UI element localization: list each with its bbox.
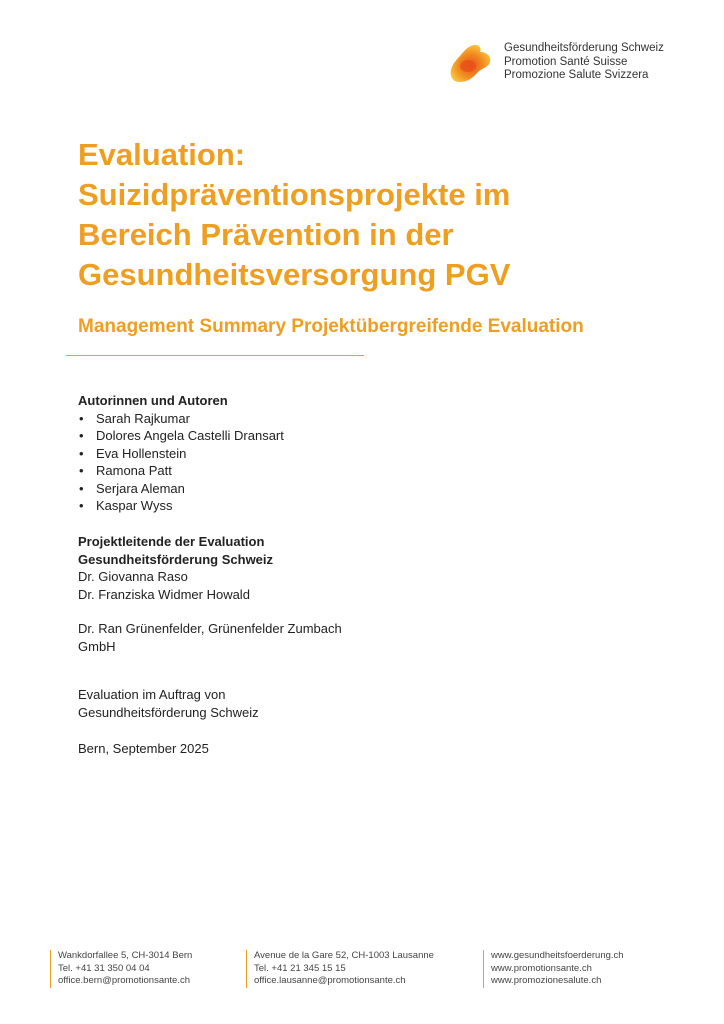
- authors-list: [78, 410, 284, 515]
- author-name: Serjara Aleman: [96, 480, 185, 496]
- author-item: [78, 427, 284, 445]
- document-title: [78, 135, 510, 295]
- author-name: Kaspar Wyss: [96, 498, 173, 513]
- title-divider: [66, 355, 364, 356]
- title-line: Bereich Prävention in der: [78, 217, 454, 252]
- footer-website-link[interactable]: www.promotionsante.ch: [491, 962, 592, 974]
- commission-line: Evaluation im Auftrag von: [78, 687, 226, 702]
- bullet-icon: •: [79, 410, 84, 426]
- bullet-icon: •: [79, 428, 84, 443]
- authors-section: [78, 392, 284, 515]
- footer-email[interactable]: office.lausanne@promotionsante.ch: [254, 975, 406, 986]
- author-item: [78, 410, 284, 428]
- bullet-icon: •: [79, 463, 84, 478]
- footer-address-lausanne: [246, 950, 434, 988]
- organization-name-de: Gesundheitsförderung Schweiz: [504, 42, 664, 54]
- footer-line: Tel. +41 31 350 04 04: [58, 962, 150, 974]
- title-line: Evaluation:: [78, 137, 246, 172]
- bullet-icon: •: [79, 445, 84, 461]
- project-leads-section: [78, 533, 273, 603]
- footer-websites: [483, 950, 624, 988]
- organization-logo-flame-icon: [446, 42, 496, 84]
- bullet-icon: •: [79, 498, 84, 513]
- author-item: [78, 462, 284, 480]
- author-name: Dolores Angela Castelli Dransart: [96, 428, 284, 443]
- consultant-line: Dr. Ran Grünenfelder, Grünenfelder Zumbach GmbH: [78, 621, 342, 654]
- title-line: Gesundheitsversorgung PGV: [78, 257, 511, 292]
- organization-name: [504, 42, 664, 83]
- footer-email[interactable]: office.bern@promotionsante.ch: [58, 975, 190, 986]
- project-lead-name: Dr. Franziska Widmer Howald: [78, 586, 250, 602]
- footer-website-link[interactable]: www.promozionesalute.ch: [491, 975, 602, 986]
- footer-line: Wankdorfallee 5, CH-3014 Bern: [58, 950, 193, 961]
- project-leads-heading: Projektleitende der Evaluation: [78, 534, 265, 549]
- project-lead-name: Dr. Giovanna Raso: [78, 569, 188, 584]
- author-name: Eva Hollenstein: [96, 445, 187, 461]
- author-item: [78, 445, 284, 463]
- bullet-icon: •: [79, 480, 84, 496]
- project-leads-organization: Gesundheitsförderung Schweiz: [78, 551, 274, 567]
- organization-name-fr: Promotion Santé Suisse: [504, 55, 628, 68]
- title-line: Suizidpräventionsprojekte im: [78, 177, 511, 212]
- author-item: [78, 497, 284, 515]
- commission-organization: Gesundheitsförderung Schweiz: [78, 704, 259, 720]
- footer-website-link[interactable]: www.gesundheitsfoerderung.ch: [491, 950, 624, 961]
- organization-name-it: Promozione Salute Svizzera: [504, 69, 649, 81]
- organization-logo: [446, 40, 676, 86]
- commission-section: [78, 686, 259, 721]
- footer-line: Avenue de la Gare 52, CH-1003 Lausanne: [254, 950, 434, 961]
- footer-line: Tel. +41 21 345 15 15: [254, 962, 346, 974]
- author-item: [78, 480, 284, 498]
- authors-heading: Autorinnen und Autoren: [78, 393, 228, 408]
- place-date: Bern, September 2025: [78, 741, 209, 756]
- author-name: Sarah Rajkumar: [96, 410, 190, 426]
- footer-address-bern: [50, 950, 192, 988]
- author-name: Ramona Patt: [96, 463, 172, 478]
- document-subtitle: Management Summary Projektübergreifende Evaluation: [78, 316, 584, 337]
